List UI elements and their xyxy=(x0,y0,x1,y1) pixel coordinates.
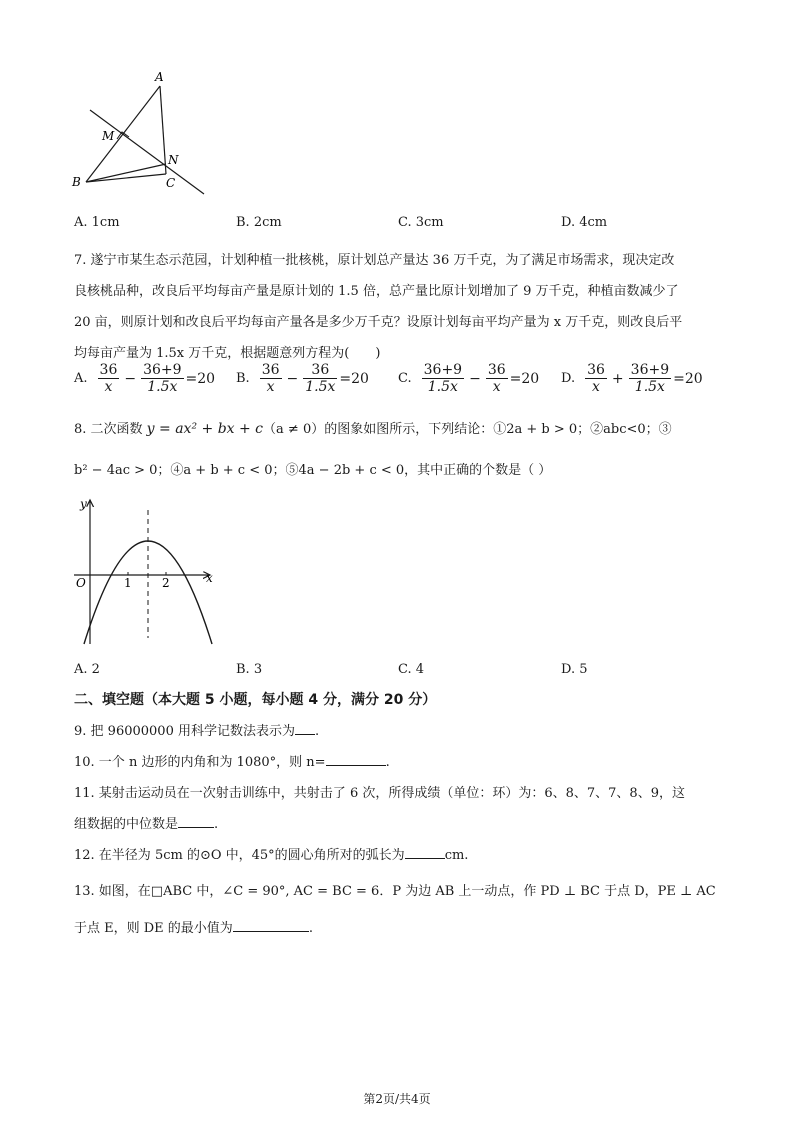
q8-option-c: C. 4 xyxy=(398,662,425,677)
q7-option-b: B. $\frac{36}{x}$ − $\frac{36}{1.5x}$ =20 xyxy=(236,362,369,396)
q9: 9. 把 96000000 用科学记数法表示为 . xyxy=(74,724,320,739)
q11-line2: 组数据的中位数是 . xyxy=(74,817,219,832)
label-b: B xyxy=(72,175,81,189)
q7-option-d: D. $\frac{36}{x}$ + $\frac{36+9}{1.5x}$ =20 xyxy=(561,362,703,396)
q6-option-a: A. 1cm xyxy=(74,215,120,230)
q12: 12. 在半径为 5cm 的⊙O 中，45°的圆心角所对的弧长为 cm. xyxy=(74,848,469,863)
q13-line1: 13. 如图，在□ABC 中，∠C = 90°, AC = BC = 6．P 为边 AB 上一动点，作 PD ⊥ BC 于点 D，PE ⊥ AC xyxy=(74,884,716,899)
q8-line1: 8. 二次函数 y = ax² + bx + c（a ≠ 0）的图象如图所示，下列结论：①2a + b > 0；②abc<0；③ xyxy=(74,421,672,437)
q7-option-a: A. $\frac{36}{x}$ − $\frac{36+9}{1.5x}$ =20 xyxy=(74,362,216,396)
q7-line4: 均每亩产量为 1.5x 万千克，根据题意列方程为( ) xyxy=(74,346,381,361)
label-m: M xyxy=(102,129,115,143)
page-footer: 第2页/共4页 xyxy=(363,1092,431,1106)
q6-option-b: B. 2cm xyxy=(236,215,282,230)
q8-option-d: D. 5 xyxy=(561,662,588,677)
parabola-graph xyxy=(70,490,230,650)
q7-line1: 7. 遂宁市某生态示范园，计划种植一批核桃，原计划总产量达 36 万千克，为了满足市场需求，现决定改 xyxy=(74,253,675,268)
graph-origin-label: O xyxy=(76,576,86,590)
graph-x-label: x xyxy=(206,571,213,585)
q8-option-a: A. 2 xyxy=(74,662,100,677)
graph-tick-2: 2 xyxy=(162,576,170,590)
graph-y-label: y xyxy=(80,497,87,511)
q10: 10. 一个 n 边形的内角和为 1080°，则 n= . xyxy=(74,755,390,770)
label-c: C xyxy=(166,176,176,190)
graph-tick-1: 1 xyxy=(124,576,132,590)
q11-line1: 11. 某射击运动员在一次射击训练中，共射击了 6 次，所得成绩（单位：环）为：6、8、7、7、8、9，这 xyxy=(74,786,685,801)
section2-title: 二、填空题（本大题 5 小题，每小题 4 分，满分 20 分） xyxy=(74,692,437,708)
label-n: N xyxy=(168,153,179,167)
q7-option-c: C. $\frac{36+9}{1.5x}$ − $\frac{36}{x}$ =20 xyxy=(398,362,540,396)
triangle-figure xyxy=(60,66,220,206)
q8-option-b: B. 3 xyxy=(236,662,263,677)
q7-line2: 良核桃品种，改良后平均每亩产量是原计划的 1.5 倍，总产量比原计划增加了 9 万千克，种植亩数减少了 xyxy=(74,284,679,299)
q8-line2: b² − 4ac > 0；④a + b + c < 0；⑤4a − 2b + c < 0，其中正确的个数是（ ） xyxy=(74,463,552,478)
q6-option-d: D. 4cm xyxy=(561,215,608,230)
label-a: A xyxy=(155,70,164,84)
q6-option-c: C. 3cm xyxy=(398,215,444,230)
q13-line2: 于点 E，则 DE 的最小值为 . xyxy=(74,921,313,936)
q7-line3: 20 亩，则原计划和改良后平均每亩产量各是多少万千克？设原计划每亩平均产量为 x 万千克，则改良后平 xyxy=(74,315,683,330)
